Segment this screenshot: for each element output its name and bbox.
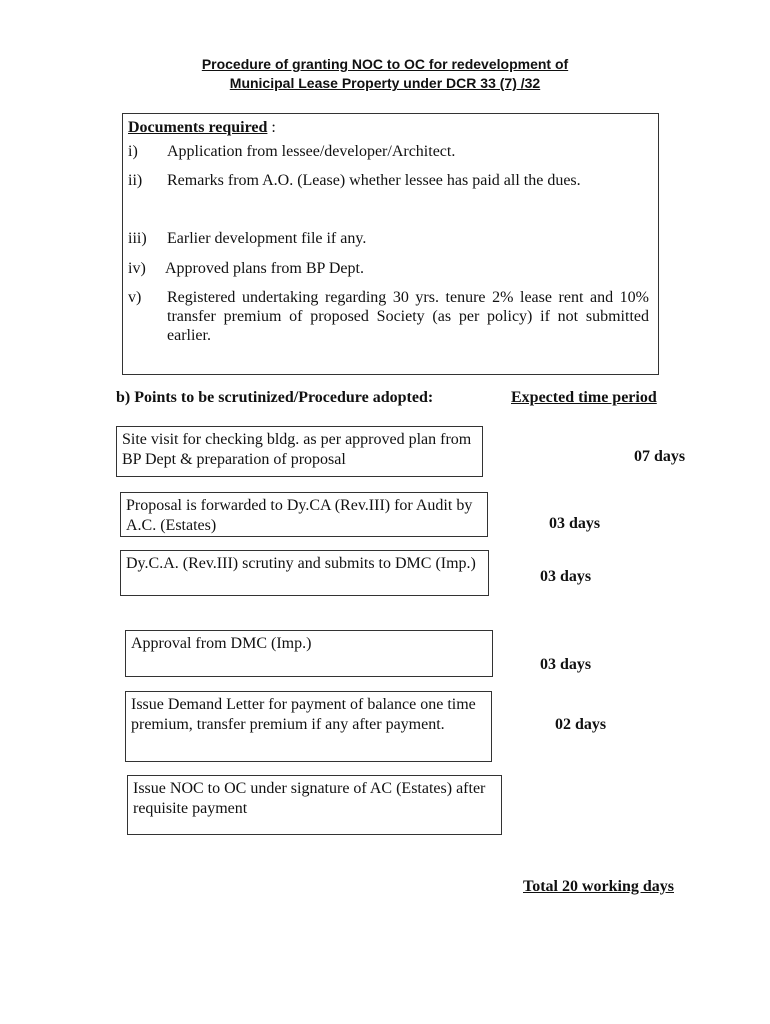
step-5-duration: 02 days — [555, 716, 607, 733]
procedure-step-3: Dy.C.A. (Rev.III) scrutiny and submits to DMC (Imp.) — [120, 550, 489, 596]
procedure-heading: b) Points to be scrutinized/Procedure adopted: — [116, 389, 434, 406]
procedure-step-5: Issue Demand Letter for payment of balance one time premium, transfer premium if any after payment. — [125, 691, 492, 762]
document-item-text: Registered undertaking regarding 30 yrs. tenure 2% lease rent and 10% transfer premium of proposed Society (as per policy) if not submitted earlier. — [167, 289, 649, 344]
document-item-text: Application from lessee/developer/Architect. — [167, 143, 456, 160]
document-item-number: i) — [128, 143, 138, 160]
step-2-duration: 03 days — [549, 515, 601, 532]
document-item-text: Earlier development file if any. — [167, 230, 367, 247]
step-1-duration: 07 days — [634, 448, 686, 465]
step-3-duration: 03 days — [540, 568, 592, 585]
document-title-line-2: Municipal Lease Property under DCR 33 (7) /32 — [229, 75, 541, 91]
document-item-number: v) — [128, 289, 142, 306]
document-title-line-1: Procedure of granting NOC to OC for redevelopment of — [201, 56, 569, 72]
documents-heading-suffix: : — [267, 119, 276, 136]
documents-heading — [128, 119, 276, 137]
procedure-step-6: Issue NOC to OC under signature of AC (Estates) after requisite payment — [127, 775, 502, 835]
documents-required-box — [122, 113, 659, 375]
procedure-step-1: Site visit for checking bldg. as per approved plan from BP Dept & preparation of proposal — [116, 426, 483, 477]
procedure-step-4: Approval from DMC (Imp.) — [125, 630, 493, 677]
document-item-text: Remarks from A.O. (Lease) whether lessee has paid all the dues. — [167, 172, 581, 189]
procedure-step-2: Proposal is forwarded to Dy.CA (Rev.III) for Audit by A.C. (Estates) — [120, 492, 488, 537]
expected-time-heading: Expected time period — [511, 389, 657, 406]
document-item-text: Approved plans from BP Dept. — [165, 260, 364, 277]
step-4-duration: 03 days — [540, 656, 592, 673]
document-item-number: iv) — [128, 260, 146, 277]
document-item-number: iii) — [128, 230, 147, 247]
documents-heading-label: Documents required — [128, 119, 268, 136]
document-item-number: ii) — [128, 172, 143, 189]
total-working-days: Total 20 working days — [523, 878, 674, 895]
